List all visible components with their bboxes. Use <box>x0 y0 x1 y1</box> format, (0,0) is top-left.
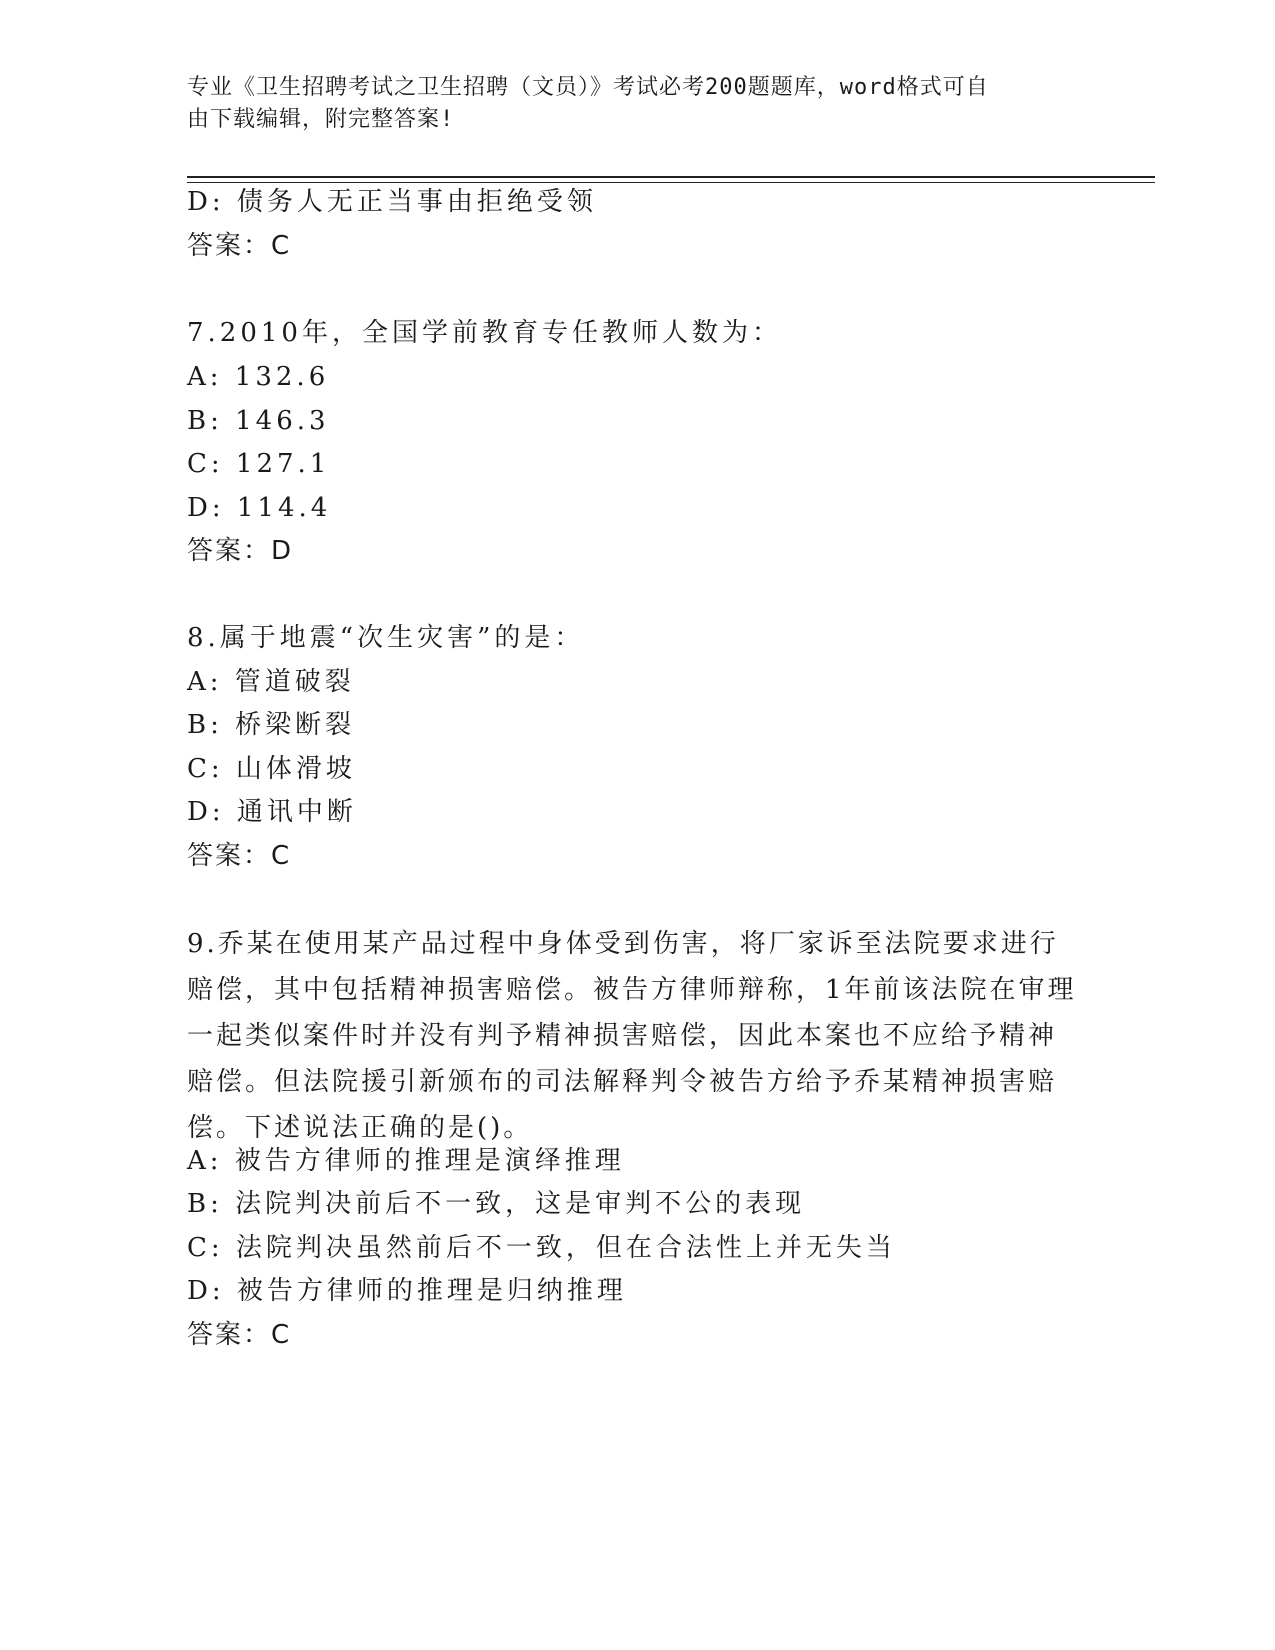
q7-stem: 7.2010年，全国学前教育专任教师人数为： <box>187 318 782 348</box>
q7-option-d: D: 114.4 <box>187 493 332 523</box>
header-divider-thin <box>187 182 1155 183</box>
q8-option-d: D: 通讯中断 <box>187 797 357 827</box>
q8-option-c: C: 山体滑坡 <box>187 754 356 784</box>
q9-option-d: D: 被告方律师的推理是归纳推理 <box>187 1276 627 1306</box>
q9-stem-line-4: 赔偿。但法院援引新颁布的司法解释判令被告方给予乔某精神损害赔 <box>187 1067 1058 1097</box>
q8-stem: 8.属于地震“次生灾害”的是： <box>187 623 585 653</box>
q7-answer: 答案：D <box>187 536 294 566</box>
q7-option-b: B: 146.3 <box>187 406 330 436</box>
header-line-1: 专业《卫生招聘考试之卫生招聘（文员）》考试必考200题题库，word格式可自 <box>187 75 989 100</box>
q9-option-a: A: 被告方律师的推理是演绎推理 <box>187 1146 625 1176</box>
q9-stem-line-3: 一起类似案件时并没有判予精神损害赔偿，因此本案也不应给予精神 <box>187 1021 1058 1051</box>
q9-stem-line-5: 偿。下述说法正确的是()。 <box>187 1113 533 1143</box>
header-line-2: 由下载编辑，附完整答案! <box>187 107 455 132</box>
q9-answer: 答案：C <box>187 1320 292 1350</box>
q9-stem-line-1: 9.乔某在使用某产品过程中身体受到伤害，将厂家诉至法院要求进行 <box>187 929 1059 959</box>
q9-option-c: C: 法院判决虽然前后不一致，但在合法性上并无失当 <box>187 1233 896 1263</box>
prev-option-d: D: 债务人无正当事由拒绝受领 <box>187 187 597 217</box>
q8-option-a: A: 管道破裂 <box>187 667 355 697</box>
q8-option-b: B: 桥梁断裂 <box>187 710 356 740</box>
q9-option-b: B: 法院判决前后不一致，这是审判不公的表现 <box>187 1189 806 1219</box>
q9-stem-line-2: 赔偿，其中包括精神损害赔偿。被告方律师辩称，1年前该法院在审理 <box>187 975 1077 1005</box>
q9-stem <box>187 921 1087 1151</box>
prev-answer: 答案：C <box>187 231 292 261</box>
q7-option-a: A: 132.6 <box>187 362 330 392</box>
q7-option-c: C: 127.1 <box>187 449 331 479</box>
document-header <box>187 72 1067 136</box>
q8-answer: 答案：C <box>187 841 292 871</box>
header-divider-thick <box>187 176 1155 178</box>
